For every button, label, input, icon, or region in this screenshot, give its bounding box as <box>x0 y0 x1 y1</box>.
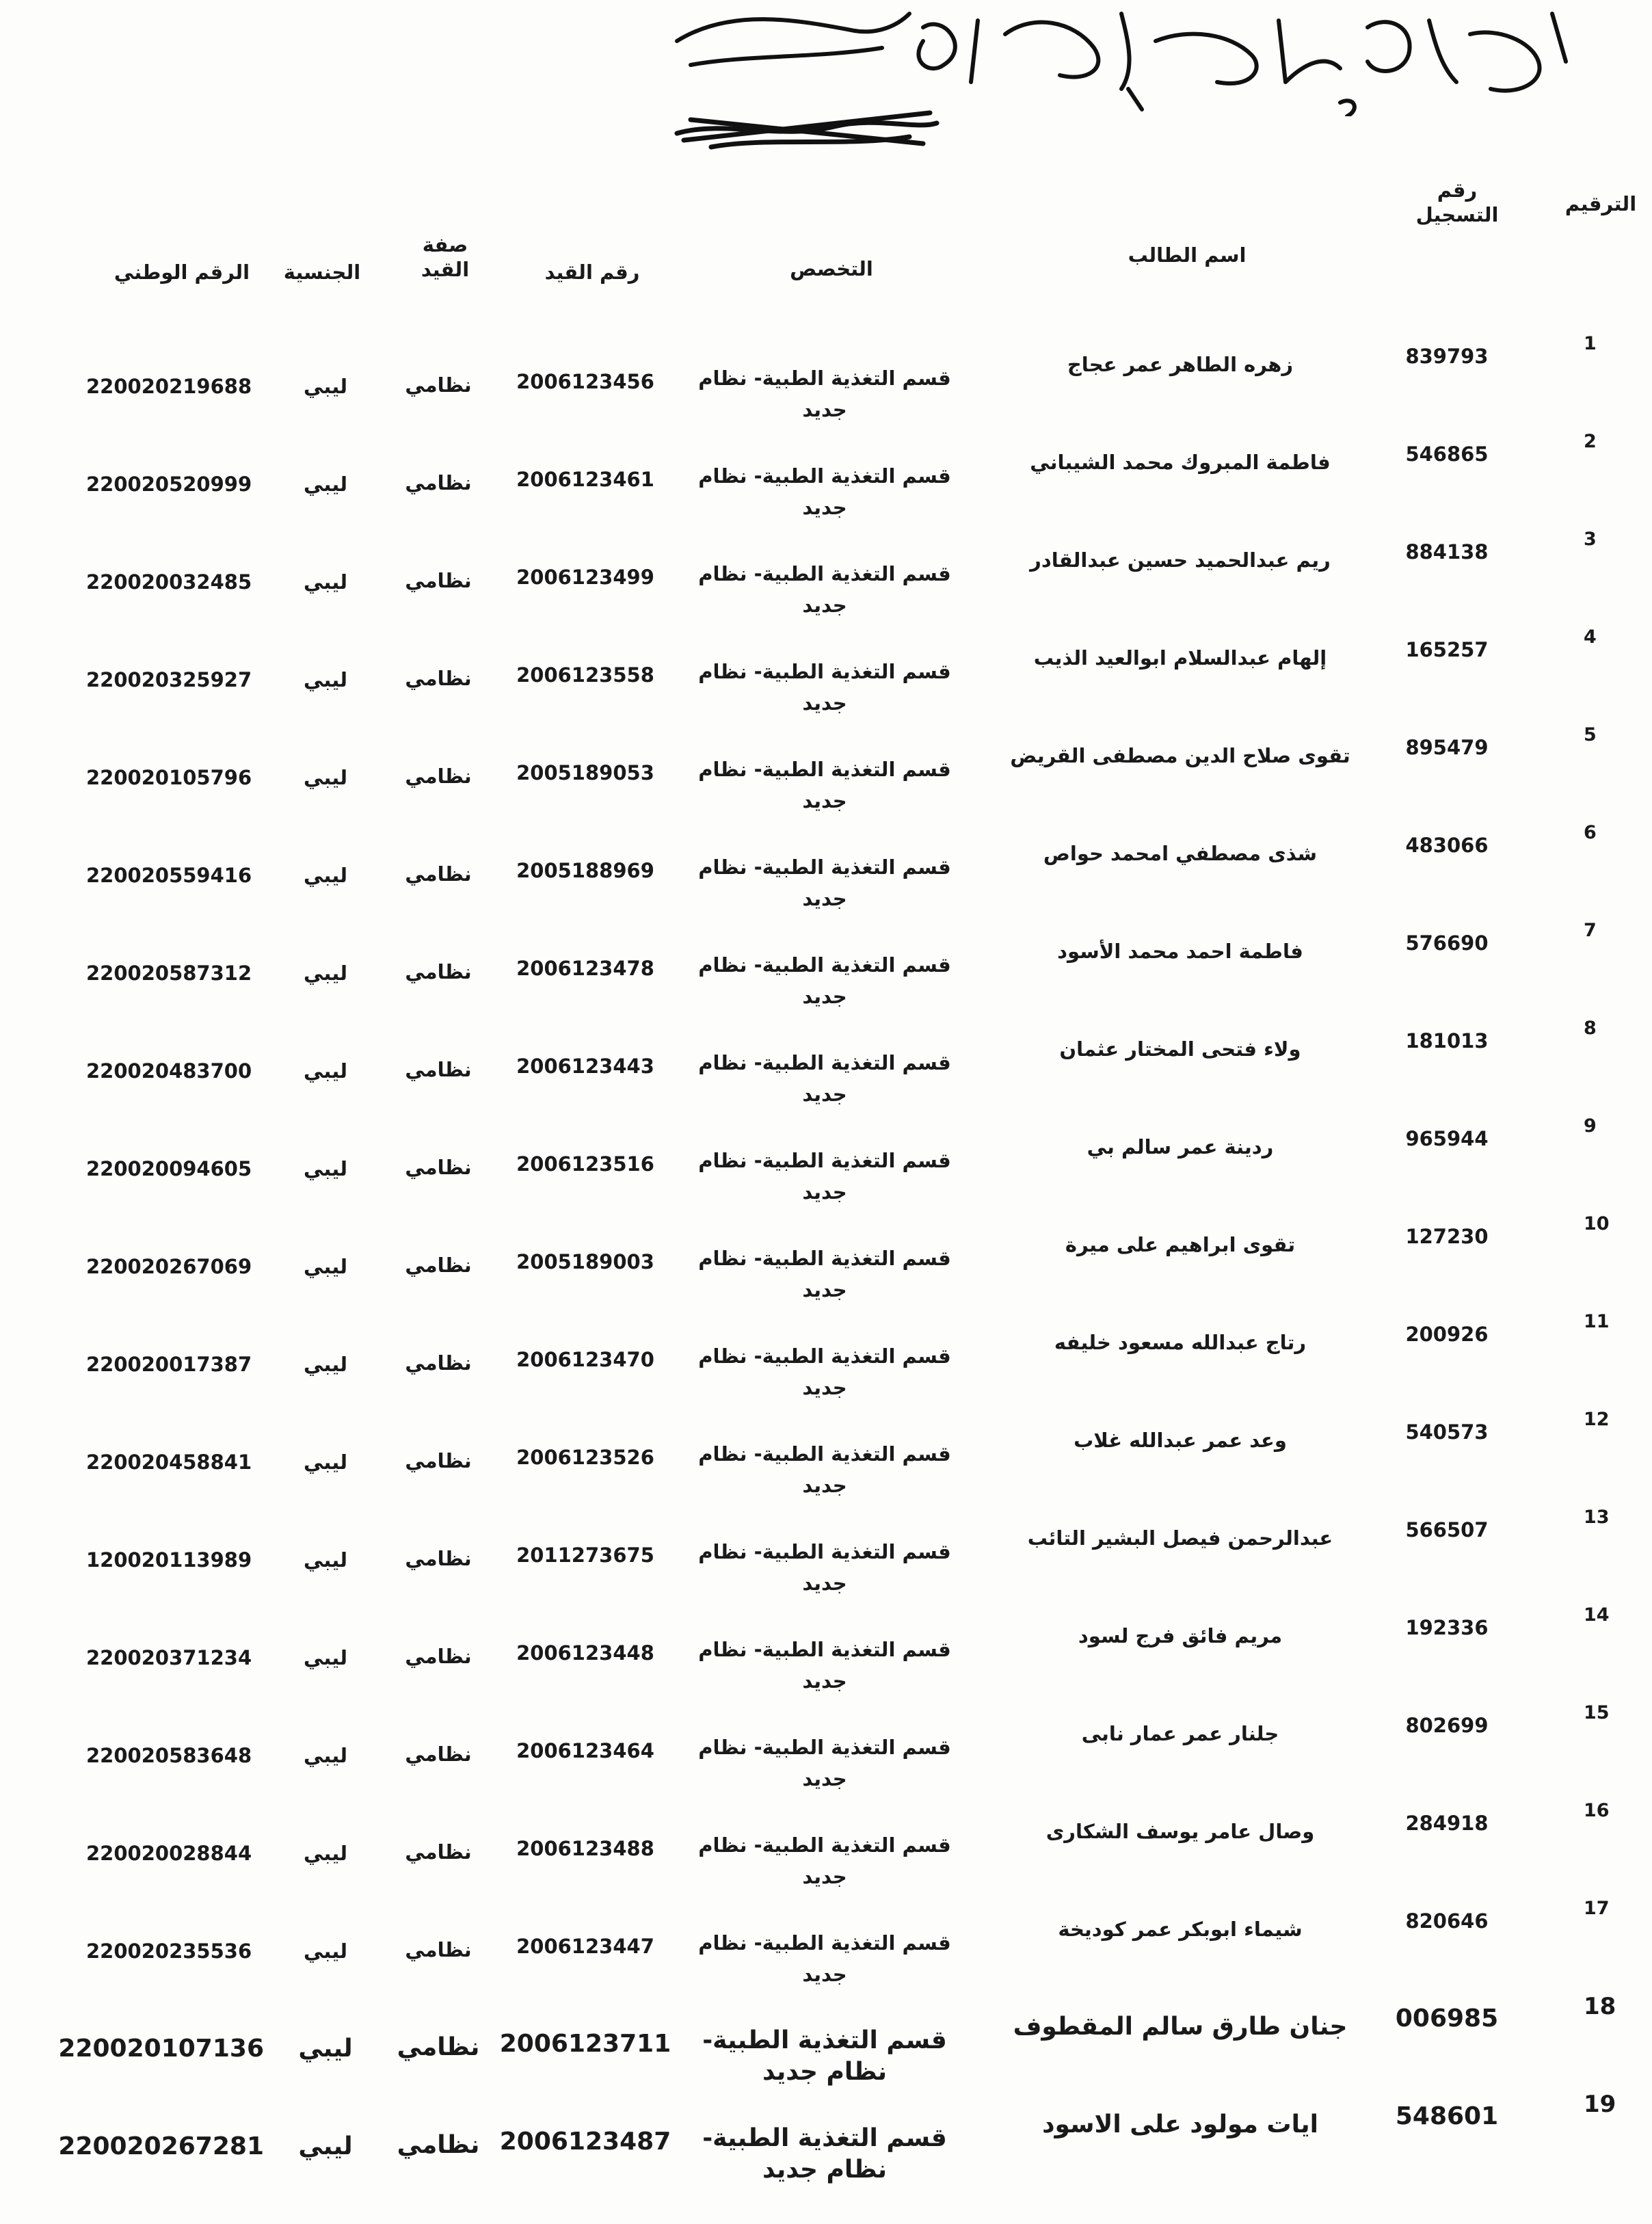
registration-number: 546865 <box>1405 442 1489 466</box>
enrollment-number: 2006123711 <box>499 2030 671 2058</box>
table-row <box>82 328 1652 426</box>
national-id: 220020105796 <box>86 766 252 789</box>
header-national-id: الرقم الوطني <box>114 261 250 284</box>
specialization: قسم التغذية الطبية- نظام جديد <box>698 1540 951 1595</box>
national-id: 220020325927 <box>86 668 252 691</box>
table-row <box>58 2089 1652 2186</box>
national-id: 220020107136 <box>58 2035 264 2063</box>
table-row <box>82 1893 1652 1991</box>
enrollment-type: نظامي <box>405 569 472 592</box>
row-index: 16 <box>1584 1800 1610 1821</box>
table-row <box>82 817 1652 915</box>
specialization: قسم التغذية الطبية- نظام جديد <box>698 562 951 617</box>
registration-number: 192336 <box>1405 1616 1489 1639</box>
specialization: قسم التغذية الطبية- نظام جديد <box>698 856 951 910</box>
enrollment-number: 2006123456 <box>516 370 654 393</box>
table-header <box>82 171 1652 328</box>
registration-number: 006985 <box>1395 2004 1499 2033</box>
national-id: 220020267281 <box>58 2132 264 2160</box>
student-name: ريم عبدالحميد حسين عبدالقادر <box>1030 548 1331 572</box>
enrollment-number: 2005189003 <box>516 1250 654 1273</box>
student-name: فاطمة المبروك محمد الشيباني <box>1030 451 1331 474</box>
nationality: ليبي <box>304 962 347 985</box>
row-index: 1 <box>1584 333 1597 354</box>
table-row <box>82 1013 1652 1111</box>
registration-number: 127230 <box>1405 1225 1489 1248</box>
nationality: ليبي <box>304 1842 347 1865</box>
row-index: 19 <box>1584 2091 1616 2118</box>
registration-number: 839793 <box>1405 345 1489 368</box>
student-name: ايات مولود على الاسود <box>1042 2110 1318 2139</box>
row-index: 12 <box>1584 1409 1610 1430</box>
student-name: وعد عمر عبدالله غلاب <box>1074 1429 1287 1452</box>
registration-number: 965944 <box>1405 1127 1489 1150</box>
registration-number: 820646 <box>1405 1909 1489 1933</box>
enrollment-type: نظامي <box>405 1156 472 1179</box>
student-name: فاطمة احمد محمد الأسود <box>1057 940 1303 963</box>
registration-number: 284918 <box>1405 1812 1489 1835</box>
specialization: قسم التغذية الطبية- نظام جديد <box>698 1247 951 1301</box>
row-index: 9 <box>1584 1115 1597 1137</box>
nationality: ليبي <box>304 1353 347 1376</box>
enrollment-type: نظامي <box>405 1645 472 1668</box>
enrollment-type: نظامي <box>405 1743 472 1766</box>
row-index: 17 <box>1584 1898 1610 1919</box>
student-name: تقوى صلاح الدين مصطفى القريض <box>1010 744 1350 767</box>
student-name: إلهام عبدالسلام ابوالعيد الذيب <box>1033 646 1327 670</box>
nationality: ليبي <box>304 766 347 789</box>
header-enrollment: رقم القيد <box>544 261 640 284</box>
enrollment-type: نظامي <box>405 1840 472 1864</box>
specialization: قسم التغذية الطبية- نظام جديد <box>698 1442 951 1497</box>
nationality: ليبي <box>304 1744 347 1767</box>
specialization: قسم التغذية الطبية- نظام جديد <box>698 1931 951 1986</box>
enrollment-type: نظامي <box>405 1938 472 1961</box>
national-id: 220020017387 <box>86 1353 252 1376</box>
national-id: 220020583648 <box>86 1744 252 1767</box>
nationality: ليبي <box>298 2035 353 2063</box>
table-row <box>82 1697 1652 1795</box>
enrollment-number: 2006123461 <box>516 468 654 491</box>
national-id: 220020032485 <box>86 570 252 594</box>
registration-number: 200926 <box>1405 1323 1489 1346</box>
enrollment-number: 2006123478 <box>516 957 654 980</box>
registration-number: 802699 <box>1405 1714 1489 1737</box>
nationality: ليبي <box>304 1157 347 1180</box>
enrollment-type: نظامي <box>405 1547 472 1570</box>
enrollment-number: 2006123499 <box>516 566 654 589</box>
registration-number: 483066 <box>1405 834 1489 857</box>
national-id: 220020219688 <box>86 375 252 398</box>
registration-number: 895479 <box>1405 736 1489 759</box>
row-index: 3 <box>1584 529 1597 550</box>
registration-number: 540573 <box>1405 1420 1489 1444</box>
enrollment-type: نظامي <box>397 2131 480 2159</box>
table-row <box>82 1306 1652 1404</box>
specialization: قسم التغذية الطبية- نظام جديد <box>698 758 951 812</box>
row-index: 15 <box>1584 1702 1610 1723</box>
enrollment-number: 2006123443 <box>516 1055 654 1078</box>
row-index: 14 <box>1584 1604 1610 1626</box>
nationality: ليبي <box>304 570 347 594</box>
nationality: ليبي <box>304 1646 347 1669</box>
struck-text <box>670 99 944 154</box>
nationality: ليبي <box>304 1548 347 1572</box>
enrollment-type: نظامي <box>405 960 472 983</box>
row-index: 4 <box>1584 626 1597 648</box>
student-name: رتاج عبدالله مسعود خليفه <box>1054 1331 1307 1354</box>
nationality: ليبي <box>304 1059 347 1083</box>
specialization: قسم التغذية الطبية- نظام جديد <box>702 2124 947 2184</box>
header-name: اسم الطالب <box>1128 243 1247 267</box>
national-id: 120020113989 <box>86 1548 252 1572</box>
table-row <box>82 1404 1652 1502</box>
enrollment-type: نظامي <box>405 1351 472 1375</box>
table-row <box>82 1208 1652 1306</box>
student-name: عبدالرحمن فيصل البشير التائب <box>1027 1526 1333 1550</box>
national-id: 220020371234 <box>86 1646 252 1669</box>
national-id: 220020520999 <box>86 473 252 496</box>
enrollment-number: 2006123464 <box>516 1739 654 1762</box>
specialization: قسم التغذية الطبية- نظام جديد <box>698 1834 951 1888</box>
nationality: ليبي <box>304 1255 347 1278</box>
specialization: قسم التغذية الطبية- نظام جديد <box>698 660 951 715</box>
national-id: 220020559416 <box>86 864 252 887</box>
national-id: 220020028844 <box>86 1842 252 1865</box>
header-index: الترقيم <box>1564 192 1637 215</box>
table-row <box>82 1795 1652 1893</box>
row-index: 7 <box>1584 920 1597 941</box>
enrollment-number: 2006123488 <box>516 1837 654 1860</box>
nationality: ليبي <box>304 864 347 887</box>
student-name: وصال عامر يوسف الشكارى <box>1045 1820 1315 1843</box>
table-row <box>58 1991 1652 2089</box>
specialization: قسم التغذية الطبية- نظام جديد <box>698 464 951 519</box>
registration-number: 181013 <box>1405 1029 1489 1053</box>
specialization: قسم التغذية الطبية- نظام جديد <box>698 1736 951 1790</box>
table-row <box>82 719 1652 817</box>
student-name: ردينة عمر سالم بي <box>1087 1135 1274 1159</box>
national-id: 220020094605 <box>86 1157 252 1180</box>
enrollment-type: نظامي <box>405 1254 472 1277</box>
enrollment-number: 2006123487 <box>499 2128 671 2156</box>
nationality: ليبي <box>304 668 347 691</box>
enrollment-type: نظامي <box>405 373 472 397</box>
enrollment-number: 2006123448 <box>516 1641 654 1665</box>
enrollment-number: 2006123526 <box>516 1446 654 1469</box>
enrollment-number: 2005189053 <box>516 761 654 784</box>
enrollment-number: 2005188969 <box>516 859 654 882</box>
enrollment-type: نظامي <box>405 862 472 886</box>
header-enrollment-type: صفة القيد <box>421 233 470 281</box>
header-nationality: الجنسية <box>283 261 361 284</box>
table-row <box>82 1111 1652 1208</box>
enrollment-type: نظامي <box>405 1058 472 1081</box>
table-body <box>58 328 1652 2186</box>
enrollment-number: 2006123516 <box>516 1152 654 1176</box>
students-table <box>58 171 1652 2186</box>
table-row <box>82 524 1652 622</box>
specialization: قسم التغذية الطبية- نظام جديد <box>702 2026 947 2086</box>
national-id: 220020587312 <box>86 962 252 985</box>
header-specialization: التخصص <box>790 257 873 280</box>
row-index: 2 <box>1584 431 1597 452</box>
enrollment-type: نظامي <box>405 471 472 494</box>
row-index: 11 <box>1584 1311 1610 1332</box>
student-name: تقوى ابراهيم على ميرة <box>1065 1233 1296 1256</box>
nationality: ليبي <box>304 1451 347 1474</box>
national-id: 220020458841 <box>86 1451 252 1474</box>
enrollment-type: نظامي <box>405 667 472 690</box>
enrollment-type: نظامي <box>405 1449 472 1472</box>
table-row <box>82 1600 1652 1697</box>
header-registration: رقم التسجيل <box>1415 178 1499 226</box>
specialization: قسم التغذية الطبية- نظام جديد <box>698 1051 951 1106</box>
specialization: قسم التغذية الطبية- نظام جديد <box>698 1149 951 1204</box>
enrollment-number: 2006123558 <box>516 663 654 687</box>
registration-number: 884138 <box>1405 540 1489 564</box>
student-name: جلنار عمر عمار نابى <box>1081 1722 1279 1745</box>
student-name: جنان طارق سالم المقطوف <box>1013 2013 1348 2041</box>
row-index: 13 <box>1584 1507 1610 1528</box>
enrollment-number: 2006123447 <box>516 1935 654 1958</box>
nationality: ليبي <box>298 2132 353 2160</box>
student-name: زهره الطاهر عمر عجاج <box>1067 353 1294 376</box>
registration-number: 165257 <box>1405 638 1489 661</box>
row-index: 6 <box>1584 822 1597 843</box>
student-name: ولاء فتحى المختار عثمان <box>1059 1037 1301 1061</box>
enrollment-number: 2006123470 <box>516 1348 654 1371</box>
row-index: 18 <box>1584 1993 1616 2020</box>
enrollment-type: نظامي <box>405 765 472 788</box>
student-name: شذى مصطفي امحمد حواص <box>1043 842 1318 865</box>
enrollment-number: 2011273675 <box>516 1544 654 1567</box>
national-id: 220020235536 <box>86 1940 252 1963</box>
table-row <box>82 915 1652 1013</box>
enrollment-type: نظامي <box>397 2033 480 2061</box>
nationality: ليبي <box>304 473 347 496</box>
specialization: قسم التغذية الطبية- نظام جديد <box>698 367 951 421</box>
row-index: 10 <box>1584 1213 1610 1234</box>
registration-number: 576690 <box>1405 931 1489 955</box>
nationality: ليبي <box>304 1940 347 1963</box>
registration-number: 548601 <box>1395 2102 1499 2130</box>
row-index: 8 <box>1584 1018 1597 1039</box>
national-id: 220020483700 <box>86 1059 252 1083</box>
student-name: مريم فائق فرج لسود <box>1078 1624 1283 1647</box>
specialization: قسم التغذية الطبية- نظام جديد <box>698 1345 951 1399</box>
specialization: قسم التغذية الطبية- نظام جديد <box>698 1638 951 1693</box>
national-id: 220020267069 <box>86 1255 252 1278</box>
table-row <box>82 426 1652 524</box>
specialization: قسم التغذية الطبية- نظام جديد <box>698 953 951 1008</box>
row-index: 5 <box>1584 724 1597 745</box>
registration-number: 566507 <box>1405 1518 1489 1541</box>
student-name: شيماء ابوبكر عمر كوديخة <box>1058 1918 1303 1941</box>
nationality: ليبي <box>304 375 347 398</box>
table-row <box>82 622 1652 719</box>
table-row <box>82 1502 1652 1600</box>
